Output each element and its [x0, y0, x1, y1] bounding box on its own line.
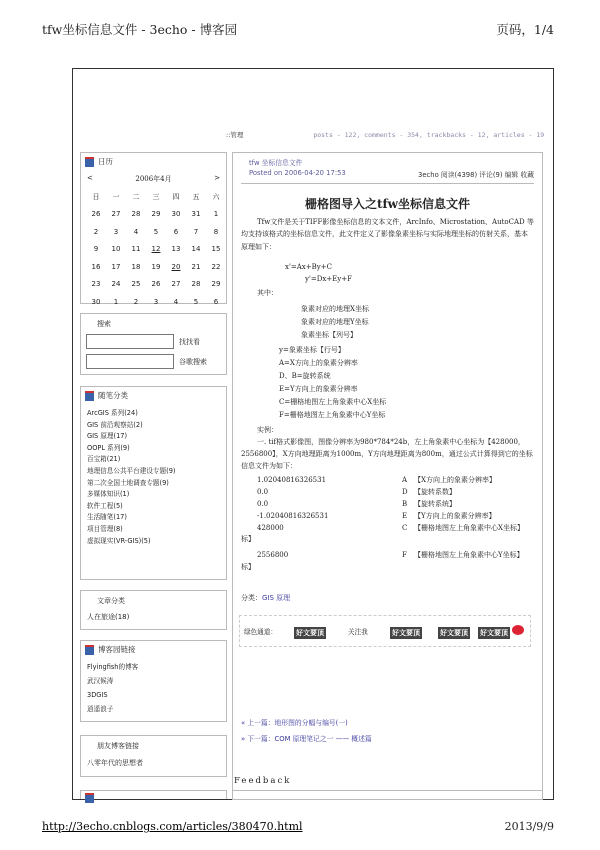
categories-panel [80, 386, 227, 580]
value-row [233, 499, 542, 511]
value-row [233, 550, 542, 562]
category-link[interactable]: GIS 前沿观察站(2) [87, 420, 143, 429]
calendar-day: 7 [193, 227, 199, 236]
def-item: 象素对应的地理Y坐标 [301, 318, 369, 327]
categories-title: 随笔分类 [98, 391, 128, 400]
calendar-day: 1 [213, 210, 219, 219]
value-key: D [402, 488, 408, 497]
value-key: F [402, 551, 407, 560]
calendar-day: 3 [153, 297, 159, 306]
panel-icon [85, 793, 94, 803]
feedback-heading: Feedback [234, 776, 292, 786]
calendar-day: 18 [131, 262, 141, 271]
page-number: 页码，1/4 [496, 22, 554, 37]
calendar-day: 22 [211, 262, 221, 271]
calendar-day: 29 [211, 280, 221, 289]
calendar-day: 25 [131, 280, 141, 289]
calendar-day-link[interactable]: 12 [151, 245, 161, 254]
value-desc: 【栅格地图左上角象素中心Y坐标】 [414, 551, 524, 560]
prev-article-link[interactable]: « 上一篇：地形图的分幅与编号(一) [241, 719, 348, 727]
wrap-tail: 标】 [241, 562, 255, 571]
feedback-box [232, 790, 543, 799]
article-posted: Posted on 2006-04-20 17:53 [249, 169, 346, 177]
def-item: E=Y方向上的象素分辨率 [279, 384, 358, 393]
value: 428000 [257, 523, 284, 532]
calendar-day: 10 [111, 245, 121, 254]
value-key: A [402, 476, 408, 485]
weekday: 一 [112, 192, 120, 201]
weekday: 三 [152, 192, 160, 201]
search-title: 搜索 [97, 320, 111, 328]
page-footer-date: 2013/9/9 [504, 820, 554, 833]
blog-link[interactable]: 逍遥浪子 [87, 705, 114, 713]
follow-button[interactable]: 关注我 [348, 628, 368, 636]
article-title: 栅格图导入之tfw坐标信息文件 [304, 197, 471, 211]
value: -1.02040816326531 [257, 511, 329, 520]
calendar-day: 5 [193, 297, 199, 306]
value-desc: 【旋转系统】 [414, 499, 456, 508]
calendar-next[interactable]: > [214, 174, 220, 182]
calendar-day: 30 [91, 297, 101, 306]
value: 1.02040816326531 [257, 476, 327, 485]
friends-title: 朋友博客链接 [97, 742, 139, 750]
calendar-prev[interactable]: < [87, 174, 93, 182]
def-item: 象素对应的地理X坐标 [301, 305, 369, 314]
article-categories-panel [80, 590, 227, 630]
category-value-link[interactable]: GIS 原理 [262, 594, 291, 602]
calendar-day: 27 [111, 210, 121, 219]
search-find-button[interactable]: 找找看 [179, 338, 200, 346]
calendar-day: 9 [93, 245, 99, 254]
calendar-day: 21 [191, 262, 201, 271]
calendar-day: 4 [173, 297, 179, 306]
weekday: 五 [192, 192, 200, 201]
calendar-day: 6 [213, 297, 219, 306]
friend-link[interactable]: 八零年代的思想者 [87, 759, 143, 767]
next-panel-stub [80, 790, 227, 799]
blog-nav [226, 130, 552, 139]
formula-1: x'=Ax+By+C [285, 262, 332, 271]
category-link[interactable]: 百宝箱(21) [87, 455, 121, 464]
calendar-day: 30 [171, 210, 181, 219]
manage-link[interactable]: ::管理 [226, 131, 244, 139]
def-item: C=栅格地图左上角象素中心X坐标 [279, 397, 387, 406]
article-body [233, 198, 542, 574]
calendar-day: 14 [191, 245, 201, 254]
category-link[interactable]: 地理信息公共平台建设专题(9) [87, 466, 176, 475]
value-desc: 【旋转系数】 [414, 488, 456, 497]
calendar-day: 2 [133, 297, 139, 306]
article-category-link[interactable]: 人在旅途(18) [87, 613, 130, 621]
category-link[interactable]: 多媒体知识(1) [87, 490, 130, 499]
article-panel [232, 152, 543, 800]
wrap-tail: 标】 [241, 535, 255, 544]
calendar-day-link[interactable]: 20 [171, 262, 181, 271]
def-item: y=象素坐标【行号】 [279, 346, 345, 355]
page-header-title: tfw坐标信息文件 - 3echo - 博客园 [42, 22, 238, 37]
search-input[interactable] [86, 334, 174, 349]
categories-icon [85, 391, 94, 401]
calendar-title: 日历 [98, 157, 113, 166]
calendar-day: 28 [191, 280, 201, 289]
value-key: E [402, 511, 408, 520]
recommend-badge[interactable]: 好文要顶 [480, 628, 508, 637]
category-link[interactable]: 第二次全国土地调查专题(9) [87, 478, 169, 487]
category-link[interactable]: 虚拟现实(VR-GIS)(5) [87, 536, 151, 545]
category-link[interactable]: 生活随笔(17) [87, 513, 127, 522]
calendar-panel [80, 152, 227, 304]
article-small-title[interactable]: tfw 坐标信息文件 [249, 159, 303, 167]
calendar-day: 17 [111, 262, 121, 271]
value-row [233, 487, 542, 499]
category-link[interactable]: 软件工程(5) [87, 501, 123, 510]
friends-panel [80, 735, 227, 777]
value-row [233, 511, 542, 523]
calendar-day: 5 [153, 227, 159, 236]
calendar-day: 13 [171, 245, 181, 254]
def-item: 象素坐标【列号】 [301, 331, 357, 340]
next-article-link[interactable]: » 下一篇：COM 原理笔记之一 —— 概述篇 [241, 735, 372, 743]
recommend-badge[interactable]: 好文要顶 [440, 628, 468, 637]
def-item: A=X方向上的象素分辨率 [279, 359, 358, 368]
categories-list [81, 408, 226, 547]
value-row [233, 523, 542, 535]
calendar-day: 23 [91, 280, 101, 289]
value-row [233, 475, 542, 487]
calendar-day: 1 [113, 297, 119, 306]
calendar-day: 24 [111, 280, 121, 289]
article-categories-title: 文章分类 [97, 597, 125, 605]
formula-2: y'=Dx+Ey+F [305, 275, 352, 284]
value-desc: 【Y方向上的象素分辨率】 [414, 511, 496, 520]
calendar-day: 26 [151, 280, 161, 289]
calendar-day: 4 [133, 227, 139, 236]
calendar-day: 27 [171, 280, 181, 289]
recommend-badge[interactable]: 好文要顶 [296, 628, 324, 637]
weekday: 四 [172, 192, 180, 201]
page-footer-url[interactable]: http://3echo.cnblogs.com/articles/380470.html [42, 820, 303, 833]
calendar-day: 3 [113, 227, 119, 236]
value-key: C [402, 523, 408, 532]
links-panel [80, 640, 227, 722]
wrap-row [233, 534, 542, 546]
weekday: 日 [92, 192, 100, 201]
recommend-badge[interactable]: 好文要顶 [392, 628, 420, 637]
value: 2556800 [257, 551, 289, 560]
calendar-day: 26 [91, 210, 101, 219]
google-search-button[interactable]: 谷歌搜索 [179, 358, 207, 366]
calendar-grid [86, 188, 226, 311]
calendar-day: 29 [151, 210, 161, 219]
value: 0.0 [257, 488, 269, 497]
share-box [239, 615, 531, 647]
calendar-day: 15 [211, 245, 221, 254]
article-intro: Tfw文件是关于TIFF影像坐标信息的文本文件，ArcInfo、Microstation、AutoCAD 等均支持该格式的坐标信息文件，此文件定义了影像象素坐标与实际地理坐标的仿射关系，基本原理如下： [241, 218, 534, 251]
def-item: D、B=旋转系统 [279, 371, 331, 380]
article-meta-links[interactable]: 3echo 阅读(4398) 评论(9) 编辑 收藏 [418, 171, 534, 179]
blog-link[interactable]: Flyingfish的博客 [87, 663, 139, 671]
blog-link[interactable]: 3DGIS [87, 691, 108, 699]
weekday: 二 [132, 192, 140, 201]
value-key: B [402, 499, 408, 508]
example-text: 一. tif格式影像图，图像分辨率为980*784*24b，左上角象素中心坐标为【428000，2556800】，X方向地理距离为1000m，Y方向地理距离为800m，通过公式计算得到它的坐标信息文件为如下： [241, 437, 533, 471]
def-item: F=栅格地图左上角象素中心Y坐标 [279, 410, 386, 419]
category-label: 分类： [241, 594, 262, 602]
calendar-icon [85, 157, 94, 167]
calendar-day: 6 [173, 227, 179, 236]
category-link[interactable]: 项目管理(8) [87, 524, 123, 533]
category-link[interactable]: ArcGIS 系列(24) [87, 409, 138, 417]
where-label: 其中： [257, 289, 278, 298]
calendar-day: 8 [213, 227, 219, 236]
category-link[interactable]: OOPL 系列(9) [87, 443, 130, 452]
google-search-input[interactable] [86, 354, 174, 369]
calendar-day: 2 [93, 227, 99, 236]
wrap-row [233, 562, 542, 574]
calendar-day: 16 [91, 262, 101, 271]
value-desc: 【X方向上的象素分辨率】 [414, 476, 496, 485]
links-list [81, 660, 226, 716]
calendar-day: 31 [191, 210, 201, 219]
calendar-day: 19 [151, 262, 161, 271]
example-label: 实例： [257, 425, 278, 434]
value: 0.0 [257, 499, 269, 508]
value-desc: 【栅格地图左上角象素中心X坐标】 [414, 523, 524, 532]
blog-stats: posts - 122, comments - 354, trackbacks - 12, articles - 19 [313, 131, 545, 139]
green-channel-label: 绿色通道： [244, 628, 277, 636]
category-link[interactable]: GIS 原理(17) [87, 432, 128, 441]
weibo-icon[interactable] [512, 625, 524, 635]
calendar-day: 28 [131, 210, 141, 219]
calendar-month: 2006年4月 [135, 175, 172, 183]
calendar-day: 11 [131, 245, 141, 254]
links-title: 博客园链接 [98, 645, 136, 654]
search-panel [80, 313, 227, 375]
blog-link[interactable]: 武汉候涛 [87, 677, 114, 685]
links-icon [85, 645, 94, 655]
weekday: 六 [212, 192, 220, 201]
